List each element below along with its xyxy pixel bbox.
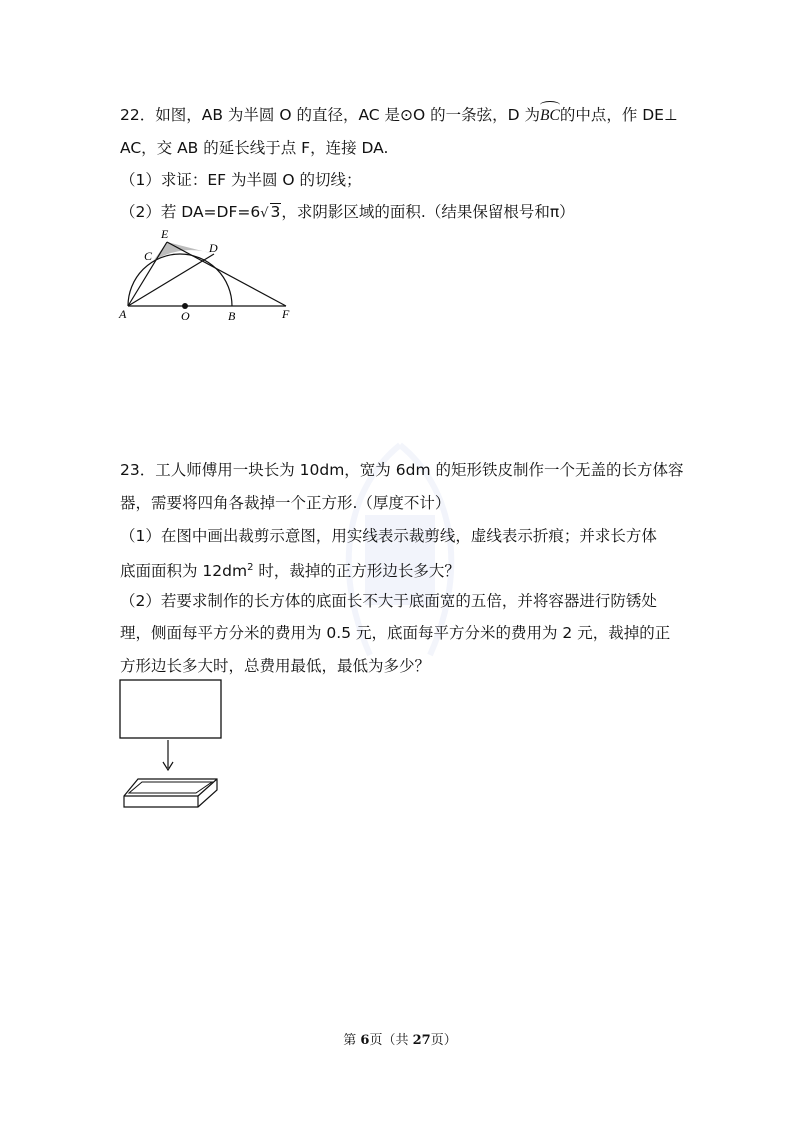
line-ef — [167, 242, 286, 306]
label-e: E — [161, 227, 169, 241]
q22-part2: （2）若 DA=DF=6√ 3，求阴影区域的面积.（结果保留根号和π） — [120, 203, 575, 221]
q23-line1: 23．工人师傅用一块长为 10dm，宽为 6dm 的矩形铁皮制作一个无盖的长方体容 — [120, 461, 684, 479]
q23-box-figure — [118, 678, 228, 813]
q23-part1-line2: 底面面积为 $12dm^2$ 时，裁掉的正方形边长多大？ — [120, 562, 460, 581]
q22-line2: AC，交 AB 的延长线于点 F，连接 DA. — [120, 139, 389, 157]
label-f: F — [282, 307, 290, 321]
label-o: O — [181, 309, 190, 323]
q23-part2-line1: （2）若要求制作的长方体的底面长不大于底面宽的五倍，并将容器进行防锈处 — [120, 592, 657, 610]
q23-part2-line3: 方形边长多大时，总费用最低，最低为多少？ — [120, 657, 431, 675]
current-page: 6 — [360, 1033, 370, 1048]
label-b: B — [228, 309, 236, 323]
q22-part1: （1）求证：EF 为半圆 O 的切线； — [120, 171, 362, 189]
total-pages: 27 — [412, 1033, 431, 1048]
page-footer: 第 6页（共 27页） — [343, 1033, 457, 1048]
rectangle-sheet — [120, 680, 221, 738]
q23-part2-line2: 理，侧面每平方分米的费用为 0.5 元，底面每平方分米的费用为 2 元，裁掉的正 — [120, 624, 671, 642]
label-d: D — [209, 241, 218, 255]
arc-bc: BC — [540, 104, 560, 126]
label-a: A — [119, 307, 127, 321]
q22-line1: 22．如图，AB 为半圆 O 的直径，AC 是⊙O 的一条弦，D 为BC的中点，作 DE⊥ — [120, 106, 678, 124]
line-ad — [128, 254, 214, 306]
q23-line2: 器，需要将四角各裁掉一个正方形.（厚度不计） — [120, 494, 451, 512]
q23-part1-line1: （1）在图中画出裁剪示意图，用实线表示裁剪线，虚线表示折痕；并求长方体 — [120, 527, 657, 545]
label-c: C — [144, 249, 153, 263]
open-box-inner — [129, 782, 212, 793]
q22-geometry-figure — [118, 222, 298, 326]
